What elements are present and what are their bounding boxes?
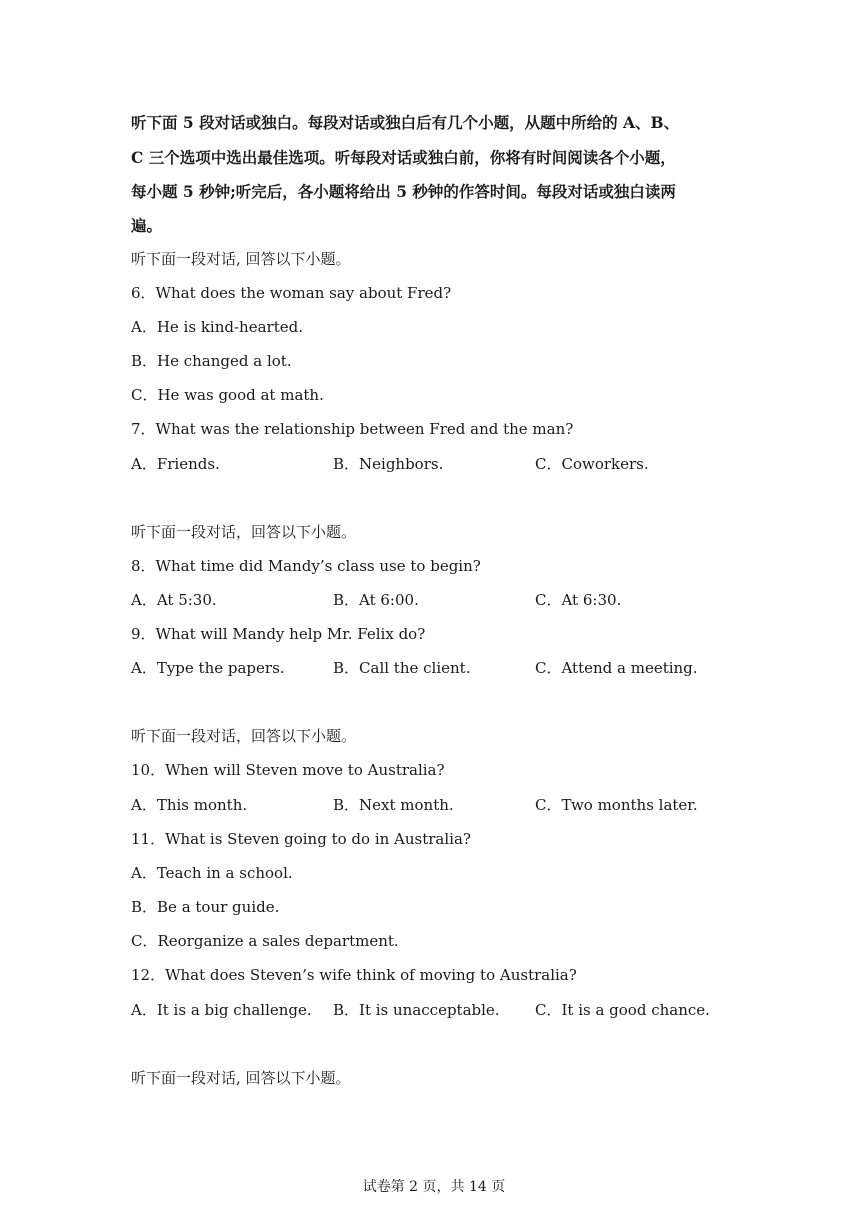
section-intro: 听下面一段对话, 回答以下小题。	[131, 250, 351, 268]
question-6: 6．What does the woman say about Fred?	[131, 284, 452, 302]
option-6b: B．He changed a lot.	[131, 352, 292, 370]
question-12: 12．What does Steven’s wife think of moving to Australia?	[131, 966, 577, 984]
option-11c: C．Reorganize a sales department.	[131, 932, 399, 950]
question-7: 7．What was the relationship between Fred and the man?	[131, 420, 574, 438]
question-11: 11．What is Steven going to do in Australia?	[131, 830, 471, 848]
question-9: 9．What will Mandy help Mr. Felix do?	[131, 625, 426, 643]
page-footer: 试卷第 2 页，共 14 页	[362, 1179, 506, 1195]
option-10a: A．This month.	[131, 796, 248, 814]
option-11b: B．Be a tour guide.	[131, 898, 280, 916]
question-8: 8．What time did Mandy’s class use to begin?	[131, 557, 481, 575]
option-12b: B．It is unacceptable.	[333, 1001, 500, 1019]
section-intro: 听下面一段对话, 回答以下小题。	[131, 1069, 351, 1087]
option-7c: C．Coworkers.	[535, 455, 649, 473]
option-6c: C．He was good at math.	[131, 386, 324, 404]
option-7b: B．Neighbors.	[333, 455, 444, 473]
option-9b: B．Call the client.	[333, 659, 471, 677]
question-10: 10．When will Steven move to Australia?	[131, 761, 445, 779]
instructions-line-1: 听下面 5 段对话或独白。每段对话或独白后有几个小题，从题中所给的 A、B、	[131, 113, 680, 132]
instructions-line-4: 遍。	[131, 216, 163, 235]
option-7a: A．Friends.	[131, 455, 220, 473]
option-8a: A．At 5:30.	[131, 591, 217, 609]
option-8b: B．At 6:00.	[333, 591, 419, 609]
option-8c: C．At 6:30.	[535, 591, 622, 609]
instructions-line-3: 每小题 5 秒钟;听完后，各小题将给出 5 秒钟的作答时间。每段对话或独白读两	[131, 182, 676, 201]
instructions-line-2: C 三个选项中选出最佳选项。听每段对话或独白前，你将有时间阅读各个小题，	[131, 148, 676, 167]
option-10b: B．Next month.	[333, 796, 454, 814]
option-10c: C．Two months later.	[535, 796, 698, 814]
option-12a: A．It is a big challenge.	[131, 1001, 312, 1019]
option-9c: C．Attend a meeting.	[535, 659, 698, 677]
option-9a: A．Type the papers.	[131, 659, 285, 677]
section-intro: 听下面一段对话，回答以下小题。	[131, 523, 357, 541]
option-11a: A．Teach in a school.	[131, 864, 293, 882]
option-6a: A．He is kind-hearted.	[131, 318, 303, 336]
option-12c: C．It is a good chance.	[535, 1001, 710, 1019]
section-intro: 听下面一段对话，回答以下小题。	[131, 727, 357, 745]
